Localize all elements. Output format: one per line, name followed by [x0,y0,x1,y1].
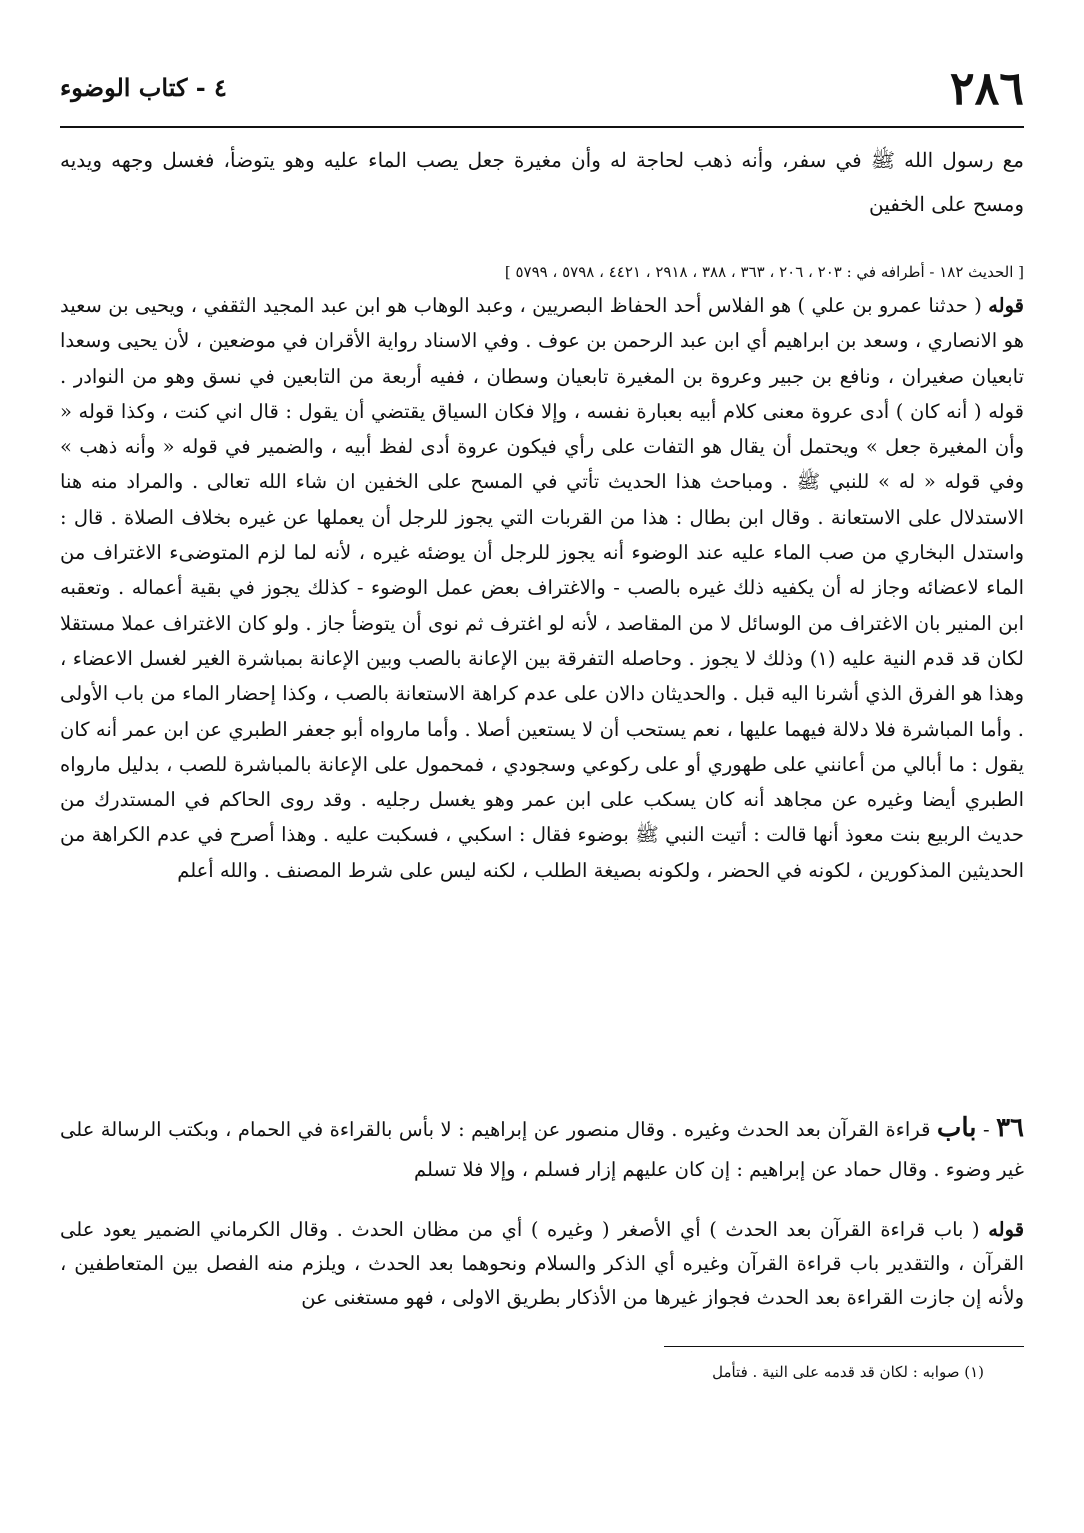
footnote-divider [664,1346,1024,1347]
header-divider [60,126,1024,128]
hadith-text: مع رسول الله ﷺ في سفر، وأنه ذهب لحاجة له وأن مغيرة جعل يصب الماء عليه وهو يتوضأ، فغسل وجهه ويديه ومسح على الخفين [60,148,1024,216]
footnote: (١) صوابه : لكان قد قدمه على النية . فتأمل [712,1363,984,1381]
page-header [60,58,1024,118]
chapter-commentary-text: ( باب قراءة القرآن بعد الحدث ) أي الأصغر ( وغيره ) أي من مظان الحدث . وقال الكرماني الضمير يعود على القرآن ، والتقدير باب قراءة القرآن وغيره أي الذكر والسلام ونحوهما بعد الحدث ، ويلزم منه الفصل بين المتعاطفين ، ولأنه إن جازت القراءة بعد الحدث فجواز غيرها من الأذكار بطريق الاولى ، فهو مستغنى عن [60,1218,1024,1309]
hadith-cross-references: [ الحديث ١٨٢ - أطرافه في : ٢٠٣ ، ٢٠٦ ، ٣٦٣ ، ٣٨٨ ، ٢٩١٨ ، ٤٤٢١ ، ٥٧٩٨ ، ٥٧٩٩ ] [504,263,1024,281]
commentary-text: ( حدثنا عمرو بن علي ) هو الفلاس أحد الحفاظ البصريين ، وعبد الوهاب هو ابن عبد المجيد الثقفي ، ويحيى بن سعيد هو الانصاري ، وسعد بن ابراهيم أي ابن عبد الرحمن بن عوف . وفي الاسناد رواية الأقران في موضعين ، لأن يحيى وسعدا تابعيان صغيران ، ونافع بن جبير وعروة بن المغيرة تابعيان وسطان ، ففيه أربعة من التابعين في نسق وهو من النوادر . قوله ( أنه كان ) أدى عروة معنى كلام أبيه بعبارة نفسه ، وإلا فكان السياق يقتضي أن يقول : قال اني كنت ، وكذا قوله « وأن المغيرة جعل » ويحتمل أن يقال هو التفات على رأي فيكون عروة أدى لفظ أبيه ، والضمير في قوله « وأنه ذهب » وفي قوله « له » للنبي ﷺ . ومباحث هذا الحديث تأتي في المسح على الخفين ان شاء الله تعالى . والمراد منه هنا الاستدلال على الاستعانة . وقال ابن بطال : هذا من القربات التي يجوز للرجل أن يعملها عن غيره بخلاف الصلاة . قال : واستدل البخاري من صب الماء عليه عند الوضوء أنه يجوز للرجل أن يوضئه غيره ، لأنه لما لزم المتوضىء الاغتراف من الماء لاعضائه وجاز له أن يكفيه ذلك غيره بالصب - والاغتراف بعض عمل الوضوء - كذلك يجوز في بقية أعماله . وتعقبه ابن المنير بان الاغتراف من الوسائل لا من المقاصد ، لأنه لو اغترف ثم نوى أن يتوضأ جاز . ولو كان الاغتراف عملا مستقلا لكان قد قدم النية عليه (١) وذلك لا يجوز . وحاصله التفرقة بين الإعانة بالصب وبين الإعانة بمباشرة الغير لغسل الاعضاء ، وهذا هو الفرق الذي أشرنا اليه قبل . والحديثان دالان على عدم كراهة الاستعانة بالصب ، وكذا إحضار الماء من باب الأولى . وأما المباشرة فلا دلالة فيهما عليها ، نعم يستحب أن لا يستعين أصلا . وأما مارواه أبو جعفر الطبري عن ابن عمر أنه كان يقول : ما أبالي من أعانني على طهوري أو على ركوعي وسجودي ، فمحمول على الإعانة بالمباشرة للصب ، بدليل مارواه الطبري أيضا وغيره عن مجاهد أنه كان يسكب على ابن عمر وهو يغسل رجليه . وقد روى الحاكم في المستدرك من حديث الربيع بنت معوذ أنها قالت : أتيت النبي ﷺ بوضوء فقال : اسكبي ، فسكبت عليه . وهذا أصرح في عدم الكراهة من الحديثين المذكورين ، لكونه في الحضر ، ولكونه بصيغة الطلب ، لكنه ليس على شرط المصنف . والله أعلم [60,294,1024,882]
chapter-heading: ٣٦ - باب قراءة القرآن بعد الحدث وغيره . وقال منصور عن إبراهيم : لا بأس بالقراءة في الحمام ، وبكتب الرسالة على غير وضوء . وقال حماد عن إبراهيم : إن كان عليهم إزار فسلم ، وإلا فلا تسلم [60,1113,1024,1181]
chapter-text: قراءة القرآن بعد الحدث وغيره . وقال منصور عن إبراهيم : لا بأس بالقراءة في الحمام ، وبكتب الرسالة على غير وضوء . وقال حماد عن إبراهيم : إن كان عليهم إزار فسلم ، وإلا فلا تسلم [60,1118,1024,1181]
page-number: ٢٨٦ [949,61,1024,115]
commentary-paragraph [60,288,1024,888]
chapter-commentary-keyword: قوله [988,1218,1025,1241]
chapter-label: باب [936,1113,977,1143]
commentary-keyword: قوله [988,294,1024,317]
chapter-commentary [60,1213,1024,1315]
chapter-number: ٣٦ [996,1113,1024,1143]
chapter-title: ٤ - كتاب الوضوء [60,73,227,102]
